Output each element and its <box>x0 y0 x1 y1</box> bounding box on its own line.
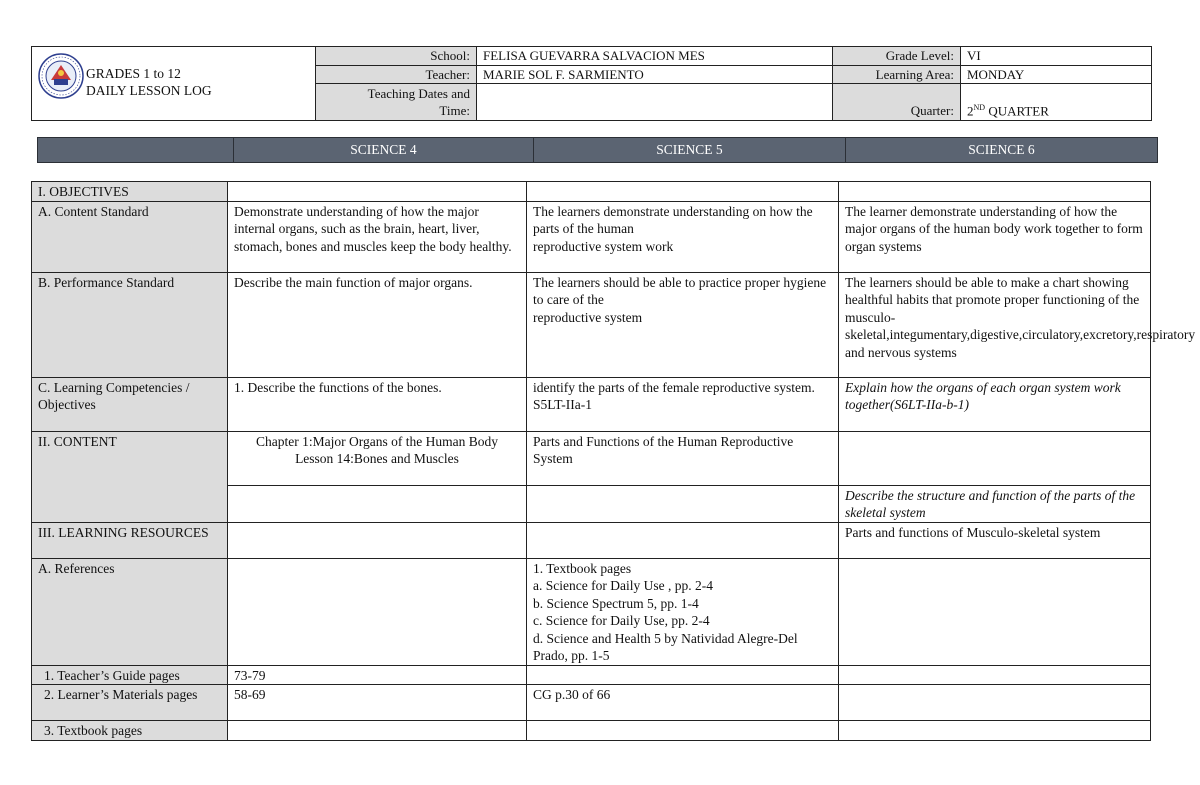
table-row <box>32 665 1151 685</box>
table-row <box>32 182 1151 202</box>
teacher-label: Teacher: <box>316 66 477 84</box>
content-extra-sci6: Describe the structure and function of the parts of the skeletal system <box>839 485 1151 522</box>
cell <box>839 558 1151 665</box>
performance-standard-sci5-line1: The learners should be able to practice proper hygiene to care of the <box>533 274 827 307</box>
list-item: c. Science for Daily Use, pp. 2-4 <box>533 613 710 628</box>
table-row <box>32 377 1151 431</box>
performance-standard-sci6: The learners should be able to make a chart showing healthful habits that promote proper functioning of the musculo-skeletal,integumentary,digestive,circulatory,excretory,respiratory and nervous systems <box>839 272 1151 377</box>
table-row <box>32 431 1151 485</box>
references-label: A. References <box>32 558 228 665</box>
teachers-guide-label: 1. Teacher’s Guide pages <box>32 665 228 685</box>
school-value: FELISA GUEVARRA SALVACION MES <box>477 47 833 66</box>
teachers-guide-sci6 <box>839 665 1151 685</box>
teaching-dates-label-line1: Teaching Dates and <box>367 86 470 101</box>
subject-science-5: SCIENCE 5 <box>534 138 846 163</box>
table-row <box>32 558 1151 665</box>
table-row <box>32 272 1151 377</box>
school-label: School: <box>316 47 477 66</box>
performance-standard-sci4: Describe the main function of major organs. <box>228 272 527 377</box>
learners-materials-label: 2. Learner’s Materials pages <box>32 685 228 721</box>
learning-area-value: MONDAY <box>961 66 1152 84</box>
cell <box>228 485 527 522</box>
learning-resources-sci6: Parts and functions of Musculo-skeletal system <box>839 522 1151 558</box>
header-title-line1: GRADES 1 to 12 <box>86 66 181 81</box>
learners-materials-sci4: 58-69 <box>228 685 527 721</box>
teachers-guide-sci4: 73-79 <box>228 665 527 685</box>
competencies-sci5-line2: S5LT-IIa-1 <box>533 397 592 412</box>
teaching-dates-value <box>477 84 833 121</box>
header-title <box>86 65 212 99</box>
content-standard-sci6: The learner demonstrate understanding of how the major organs of the human body work together to form organ systems <box>839 201 1151 272</box>
objectives-label: I. OBJECTIVES <box>32 182 228 202</box>
competencies-sci4: 1. Describe the functions of the bones. <box>228 377 527 431</box>
grade-level-label: Grade Level: <box>833 47 961 66</box>
cell <box>527 522 839 558</box>
subject-science-4: SCIENCE 4 <box>234 138 534 163</box>
quarter-text: QUARTER <box>985 103 1049 118</box>
competencies-sci5-line1: identify the parts of the female reproductive system. <box>533 379 815 395</box>
cell <box>228 522 527 558</box>
deped-seal-icon <box>38 53 84 99</box>
banner-blank <box>38 138 234 163</box>
teachers-guide-sci5 <box>527 665 839 685</box>
header-title-line2: DAILY LESSON LOG <box>86 83 212 98</box>
subject-science-6: SCIENCE 6 <box>846 138 1158 163</box>
performance-standard-label: B. Performance Standard <box>32 272 228 377</box>
teacher-value: MARIE SOL F. SARMIENTO <box>477 66 833 84</box>
table-row <box>32 685 1151 721</box>
table-row <box>32 522 1151 558</box>
learners-materials-sci5: CG p.30 of 66 <box>527 685 839 721</box>
references-sci5 <box>527 558 839 665</box>
header-logo-cell <box>32 47 316 121</box>
content-sci6 <box>839 431 1151 485</box>
learning-area-label: Learning Area: <box>833 66 961 84</box>
content-label: II. CONTENT <box>32 431 228 522</box>
lesson-log-table <box>31 181 1196 741</box>
content-sci4-line1: Chapter 1:Major Organs of the Human Body <box>256 433 498 449</box>
cell <box>527 721 839 741</box>
cell <box>228 182 527 202</box>
cell <box>228 721 527 741</box>
content-sci5: Parts and Functions of the Human Reproductive System <box>527 431 839 485</box>
cell <box>839 182 1151 202</box>
cell <box>839 721 1151 741</box>
learners-materials-sci6 <box>839 685 1151 721</box>
cell <box>228 558 527 665</box>
quarter-label: Quarter: <box>833 84 961 121</box>
subject-banner <box>37 137 1158 163</box>
list-item: b. Science Spectrum 5, pp. 1-4 <box>533 595 699 611</box>
teaching-dates-label <box>316 84 477 121</box>
list-item: 1. Textbook pages <box>533 560 632 576</box>
cell <box>527 485 839 522</box>
quarter-value <box>961 84 1152 121</box>
content-sci4 <box>228 431 527 485</box>
competencies-sci5 <box>527 377 839 431</box>
content-sci4-line2: Lesson 14:Bones and Muscles <box>295 451 459 466</box>
list-item: a. Science for Daily Use , pp. 2-4 <box>533 578 713 593</box>
competencies-label: C. Learning Competencies / Objectives <box>32 377 228 431</box>
quarter-suffix: ND <box>973 102 986 112</box>
learning-resources-label: III. LEARNING RESOURCES <box>32 522 228 558</box>
cell <box>527 182 839 202</box>
performance-standard-sci5-line2: reproductive system <box>533 309 643 325</box>
quarter-number: 2 <box>967 103 974 118</box>
list-item: d. Science and Health 5 by Natividad Alegre-Del Prado, pp. 1-5 <box>533 630 798 663</box>
grade-level-value: VI <box>961 47 1152 66</box>
performance-standard-sci5 <box>527 272 839 377</box>
table-row <box>32 721 1151 741</box>
teaching-dates-label-line2: Time: <box>439 103 470 118</box>
content-standard-sci5 <box>527 201 839 272</box>
table-row <box>32 201 1151 272</box>
content-standard-sci5-line1: The learners demonstrate understanding on how the parts of the human <box>533 203 813 236</box>
competencies-sci6: Explain how the organs of each organ system work together(S6LT-IIa-b-1) <box>839 377 1151 431</box>
content-standard-label: A. Content Standard <box>32 201 228 272</box>
textbook-pages-label: 3. Textbook pages <box>32 721 228 741</box>
content-standard-sci5-line2: reproductive system work <box>533 238 674 254</box>
header-table <box>31 46 1152 121</box>
content-standard-sci4: Demonstrate understanding of how the major internal organs, such as the brain, heart, liver, stomach, bones and muscles keep the body healthy. <box>228 201 527 272</box>
